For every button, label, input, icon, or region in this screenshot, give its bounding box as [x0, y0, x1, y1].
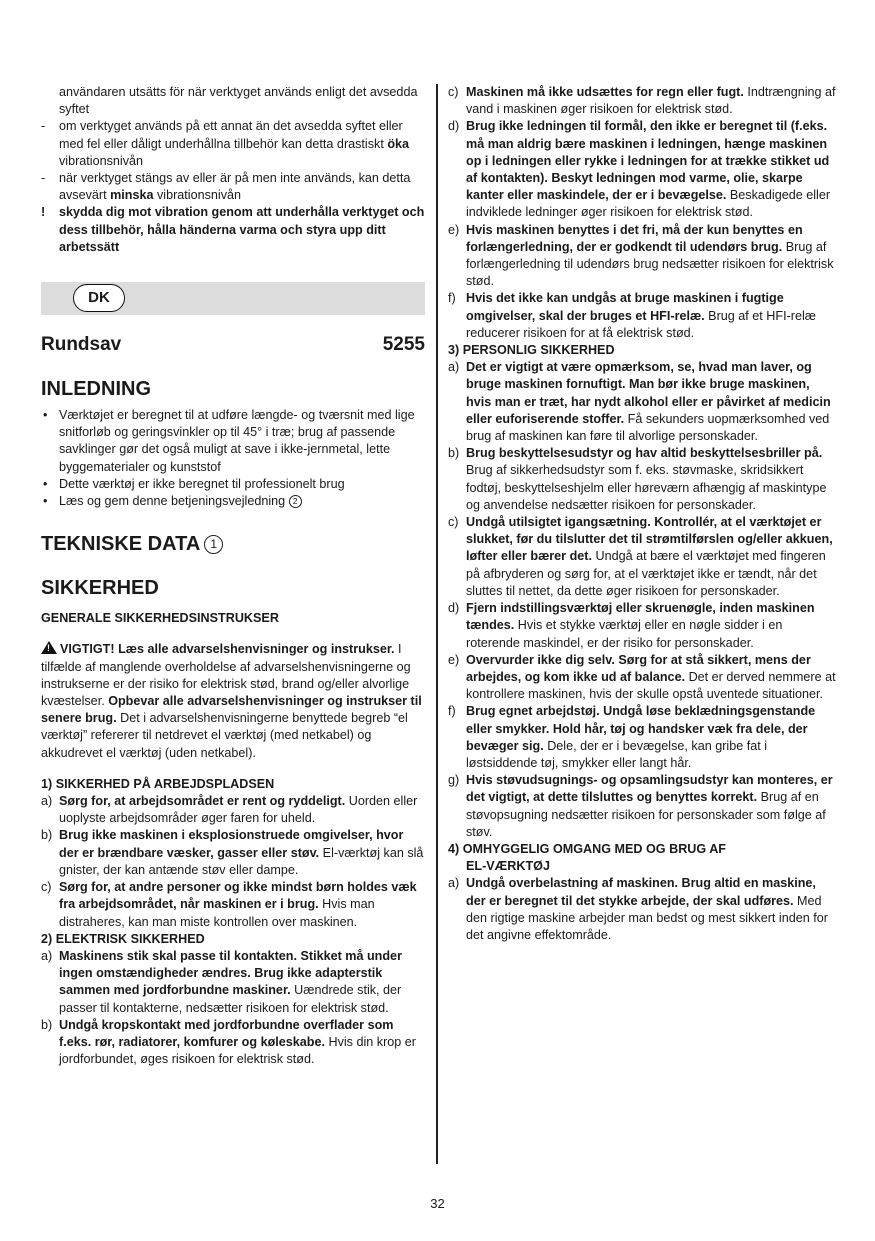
figure-ref-1: 1 — [204, 535, 223, 554]
section-2-item: a) Maskinens stik skal passe til kontakten. Stikket må under ingen omstændigheder ændres. Brug ikke adapterstik sammen med jordforbundne maskiner. Uændrede stik, der passer til kontakterne, nedsætter risikoen for elektrisk stød. — [41, 948, 402, 1015]
vibration-exclamation: ! skydda dig mot vibration genom att underhålla verktyget och dess tillbehör, hålla händerna varma och styra upp ditt arbetssätt — [41, 205, 425, 254]
product-title-row — [41, 333, 425, 357]
section-3-item: c) Undgå utilsigtet igangsætning. Kontrollér, at el værktøjet er slukket, før du tilslutter det til strømtilførslen og/eller akkuen, løfter eller bærer det. Undgå at bære el værktøjet med fingeren på afbryderen og sørg for, at el værktøjet ikke er tændt, når det sluttes til nettet, da dette øger risikoen for personskader. — [448, 515, 833, 598]
sikkerhed-heading: SIKKERHED — [41, 577, 159, 600]
language-bar — [41, 282, 425, 315]
inledning-bullet: • Dette værktøj er ikke beregnet til professionelt brug — [43, 476, 345, 491]
warning-icon — [41, 641, 57, 654]
section-3-item: f) Brug egnet arbejdstøj. Undgå løse beklædningsgenstande eller smykker. Hold hår, tøj og handsker væk fra dele, der bevæger sig. Dele, der er i bevægelse, kan gribe fat i løstsiddende tøj, smykker eller langt hår. — [448, 704, 816, 770]
section-3-item: d) Fjern indstillingsværktøj eller skruenøgle, inden maskinen tændes. Hvis et stykke værktøj eller en nøgle sidder i en roterende maskindel, er der risiko for personskader. — [448, 601, 815, 650]
tekniske-heading: TEKNISKE DATA 1 — [41, 532, 425, 556]
product-model: 5255 — [382, 334, 425, 356]
section-2-item: e) Hvis maskinen benyttes i det fri, må der kun benyttes en forlængerledning, der er godkendt til udendørs brug. Brug af forlængerledning til udendørs brug nedsætter risikoen for elektrisk stød. — [448, 222, 834, 289]
vigtigt-paragraph: !VIGTIGT! Læs alle advarselshenvisninger og instrukser. I tilfælde af manglende overholdelse af advarselshenvisningerne og instrukserne er der risiko for elektrisk stød, brand og/eller alvorlige kvæstelser. Opbevar alle advarselshenvisninger og instrukser til senere brug. Det i advarselshenvisningerne benyttede begreb “el værktøj” refererer til netdrevet el værktøj (med netkabel) og akkudrevet el værktøj (uden netkabel). — [41, 641, 425, 761]
section-4-item: a) Undgå overbelastning af maskinen. Brug altid en maskine, der er beregnet til det stykke arbejde, der skal udføres. Med den rigtige maskine arbejder man bedst og mest sikkert inden for det angivne effektområde. — [448, 876, 828, 942]
section-3-item: a) Det er vigtigt at være opmærksom, se, hvad man laver, og bruge maskinen fornuftigt. Man bør ikke bruge maskinen, hvis man er træt, har nydt alkohol eller er påvirket af medicin eller euforiserende stoffer. Få sekunders uopmærksomhed ved brug af maskinen kan føre til alvorlige personskader. — [448, 360, 831, 444]
inledning-heading: INLEDNING — [41, 378, 151, 401]
left-column — [41, 84, 425, 1068]
section-1-item: c) Sørg for, at andre personer og ikke mindst børn holdes væk fra arbejdsområdet, når maskinen er i brug. Hvis man distraheres, kan man miste kontrollen over maskinen. — [41, 880, 417, 929]
section-4-heading: 4) OMHYGGELIG OMGANG MED OG BRUG AF EL-VÆRKTØJ — [448, 841, 726, 874]
right-column — [448, 84, 838, 944]
page-number: 32 — [430, 1196, 445, 1211]
section-3-item: g) Hvis støvudsugnings- og opsamlingsudstyr kan monteres, er det vigtigt, at dette tilsluttes og benyttes korrekt. Brug af en støvopsugning nedsætter risikoen for personskader som følge af støv. — [448, 773, 833, 839]
inledning-bullet: • Værktøjet er beregnet til at udføre længde- og tværsnit med lige snitforløb og geringsvinkler op til 45° i træ; brug af passende savklinger gør det også muligt at save i ikke-jernmetal, lette byggematerialer og kunststof — [43, 408, 415, 474]
section-3-heading: 3) PERSONLIG SIKKERHED — [448, 343, 615, 358]
section-2-item: f) Hvis det ikke kan undgås at bruge maskinen i fugtige omgivelser, skal der bruges et HFI-relæ. Brug af et HFI-relæ reducerer risikoen for at få elektrisk stød. — [448, 291, 816, 340]
column-divider — [436, 84, 438, 1164]
general-safety-heading: GENERALE SIKKERHEDSINSTRUKSER — [41, 611, 279, 626]
section-1-item: b) Brug ikke maskinen i eksplosionstruede omgivelser, hvor der er brændbare væsker, gasser eller støv. El-værktøj kan slå gnister, der kan antænde støv eller dampe. — [41, 828, 424, 877]
product-name: Rundsav — [41, 334, 122, 356]
vibration-dash-2: - när verktyget stängs av eller är på men inte används, kan detta avsevärt minska vibrationsnivån — [41, 171, 411, 203]
section-3-item: e) Overvurder ikke dig selv. Sørg for at stå sikkert, mens der arbejdes, og kom ikke ud af balance. Det er derved nemmere at kontrollere maskinen, hvis der skulle opstå uventede situationer. — [448, 652, 836, 702]
section-2-heading: 2) ELEKTRISK SIKKERHED — [41, 931, 205, 946]
section-1-heading: 1) SIKKERHED PÅ ARBEJDSPLADSEN — [41, 776, 275, 791]
section-2-item: d) Brug ikke ledningen til formål, den ikke er beregnet til (f.eks. må man aldrig bære maskinen i ledningen, hænge maskinen op i ledningen eller rykke i ledningen for at trække stikket ud af kontakten). Beskyt ledningen mod varme, olie, skarpe kanter eller maskindele, der er i bevægelse. Beskadigede eller indviklede ledninger øger risikoen for elektrisk stød. — [448, 119, 831, 220]
figure-ref-2: 2 — [289, 495, 302, 508]
vibration-intro: användaren utsätts för när verktyget används enligt det avsedda syftet — [59, 85, 418, 117]
language-badge: DK — [73, 284, 125, 312]
section-2-item: b) Undgå kropskontakt med jordforbundne overflader som f.eks. rør, radiatorer, komfurer og køleskabe. Hvis din krop er jordforbundet, øges risikoen for elektrisk stød. — [41, 1017, 416, 1067]
section-1-item: a) Sørg for, at arbejdsområdet er rent og ryddeligt. Uorden eller uoplyste arbejdsområder øger faren for uheld. — [41, 794, 418, 826]
vibration-dash-1: - om verktyget används på ett annat än det avsedda syftet eller med fel eller dåligt underhållna tillbehör kan detta drastiskt öka vibrationsnivån — [41, 119, 410, 168]
inledning-bullet: • Læs og gem denne betjeningsvejledning 2 — [41, 493, 425, 510]
section-3-item: b) Brug beskyttelsesudstyr og hav altid beskyttelsesbriller på. Brug af sikkerhedsudstyr som f. eks. støvmaske, skridsikkert fodtøj, beskyttelseshjelm eller høreværn afhængig af maskintype og anvendelse nedsætter risikoen for personskader. — [448, 446, 827, 512]
section-2-item: c) Maskinen må ikke udsættes for regn eller fugt. Indtrængning af vand i maskinen øger risikoen for elektrisk stød. — [448, 85, 836, 117]
